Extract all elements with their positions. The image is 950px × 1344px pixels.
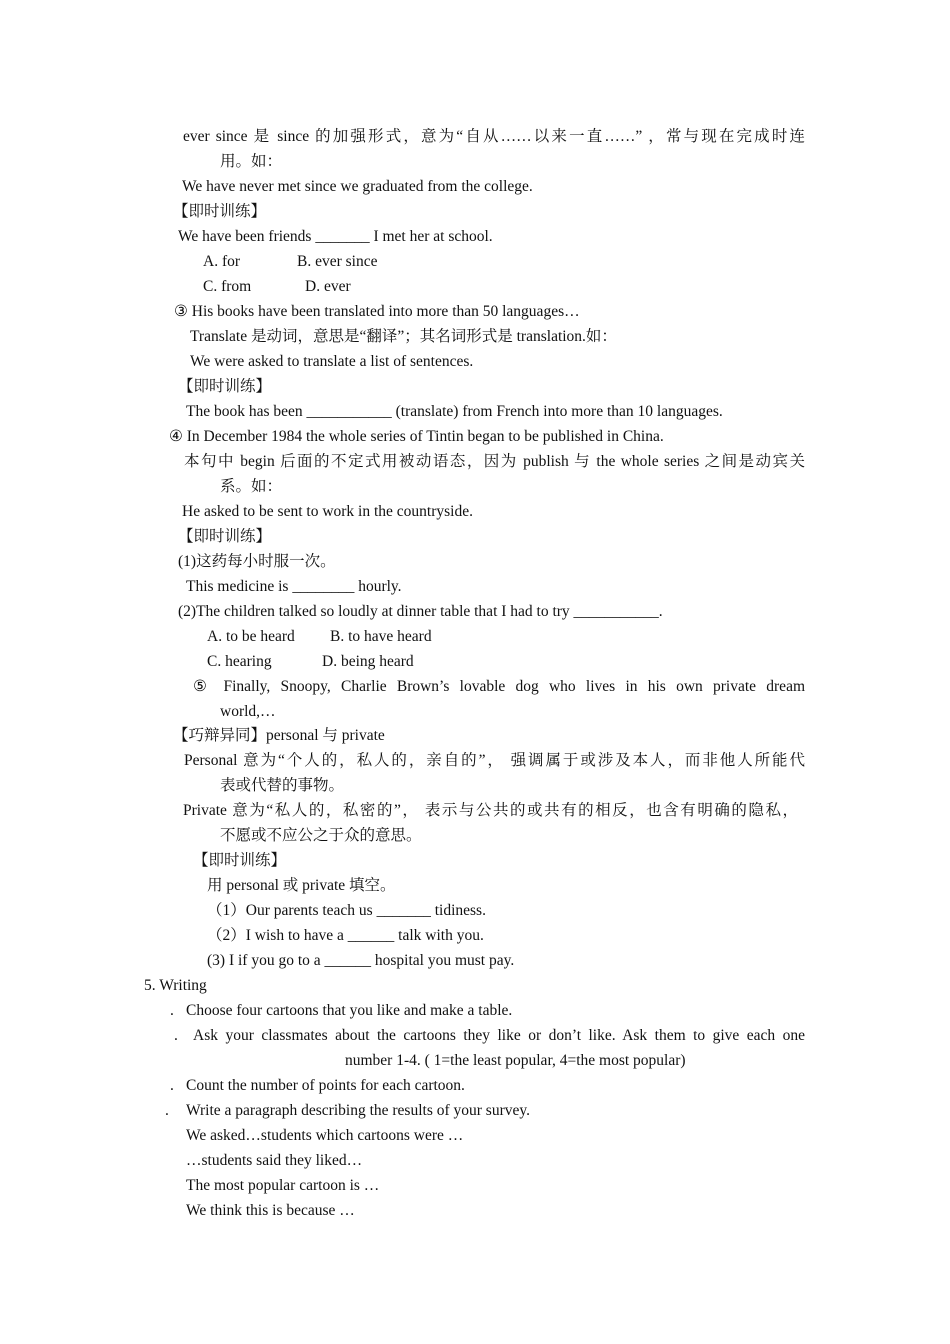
private-sentence-cont: world,…: [220, 703, 276, 720]
practice-question-3: (3) I if you go to a ______ hospital you must pay.: [207, 952, 515, 969]
bullet: .: [170, 1002, 174, 1019]
option-b: B. to have heard: [330, 628, 432, 645]
practice-question: The book has been ___________ (translate) from French into more than 10 languages.: [186, 403, 723, 420]
bullet: .: [170, 1077, 174, 1094]
practice-heading: 【即时训练】: [193, 852, 287, 869]
option-a: A. for: [203, 253, 241, 270]
writing-heading: 5. Writing: [144, 977, 207, 994]
practice-question-2: (2)The children talked so loudly at dinner table that I had to try ___________.: [178, 603, 663, 620]
personal-definition: Personal 意为“个人的，私人的，亲自的”， 强调属于或涉及本人，而非他人所能代: [184, 752, 805, 769]
practice-question-1-cn: (1)这药每小时服一次。: [178, 553, 336, 570]
begin-note: 本句中 begin 后面的不定式用被动语态，因为 publish 与 the whole series 之间是动宾关: [184, 453, 805, 470]
writing-step-1: Choose four cartoons that you like and make a table.: [186, 1002, 513, 1019]
practice-instruction: 用 personal 或 private 填空。: [207, 877, 396, 894]
writing-frame-3: The most popular cartoon is …: [186, 1177, 380, 1194]
option-d: D. being heard: [322, 653, 414, 670]
personal-definition-cont: 表或代替的事物。: [220, 777, 345, 794]
practice-heading: 【即时训练】: [178, 528, 272, 545]
translate-note: Translate 是动词，意思是“翻译”；其名词形式是 translation.如：: [190, 328, 617, 345]
private-definition-cont: 不愿或不应公之于众的意思。: [220, 827, 422, 844]
writing-step-2: Ask your classmates about the cartoons they like or don’t like. Ask them to give each one: [193, 1027, 805, 1044]
option-c: C. from: [203, 278, 252, 295]
bullet: .: [165, 1102, 169, 1119]
private-definition: Private 意为“私人的，私密的”， 表示与公共的或共有的相反，也含有明确的隐私，: [183, 802, 798, 819]
writing-frame-1: We asked…students which cartoons were …: [186, 1127, 464, 1144]
compare-heading: 【巧辩异同】personal 与 private: [173, 727, 385, 744]
ever-since-note-cont: 用。如：: [220, 153, 283, 170]
option-c: C. hearing: [207, 653, 272, 670]
begin-sentence: ④ In December 1984 the whole series of Tintin began to be published in China.: [169, 428, 664, 445]
practice-question-1-en: This medicine is ________ hourly.: [186, 578, 402, 595]
ever-since-note: ever since 是 since 的加强形式，意为“自从……以来一直……” ，常与现在完成时连: [183, 128, 805, 145]
writing-frame-2: …students said they liked…: [186, 1152, 363, 1169]
writing-frame-4: We think this is because …: [186, 1202, 355, 1219]
translate-sentence: ③ His books have been translated into more than 50 languages…: [174, 303, 580, 320]
practice-question: We have been friends _______ I met her at school.: [178, 228, 493, 245]
translate-example: We were asked to translate a list of sentences.: [190, 353, 474, 370]
option-d: D. ever: [305, 278, 351, 295]
option-b: B. ever since: [297, 253, 378, 270]
option-a: A. to be heard: [207, 628, 295, 645]
practice-question-1: （1）Our parents teach us _______ tidiness.: [207, 902, 486, 919]
ever-since-example: We have never met since we graduated from the college.: [182, 178, 533, 195]
writing-step-3: Count the number of points for each cartoon.: [186, 1077, 465, 1094]
writing-step-2-cont: number 1-4. ( 1=the least popular, 4=the most popular): [345, 1052, 686, 1069]
practice-question-2: （2）I wish to have a ______ talk with you.: [207, 927, 484, 944]
private-sentence: ⑤ Finally, Snoopy, Charlie Brown’s lovable dog who lives in his own private dream: [193, 678, 805, 695]
bullet: .: [174, 1027, 178, 1044]
practice-heading: 【即时训练】: [178, 378, 272, 395]
writing-step-4: Write a paragraph describing the results of your survey.: [186, 1102, 530, 1119]
practice-heading: 【即时训练】: [173, 203, 267, 220]
begin-example: He asked to be sent to work in the countryside.: [182, 503, 473, 520]
begin-note-cont: 系。如：: [220, 478, 283, 495]
